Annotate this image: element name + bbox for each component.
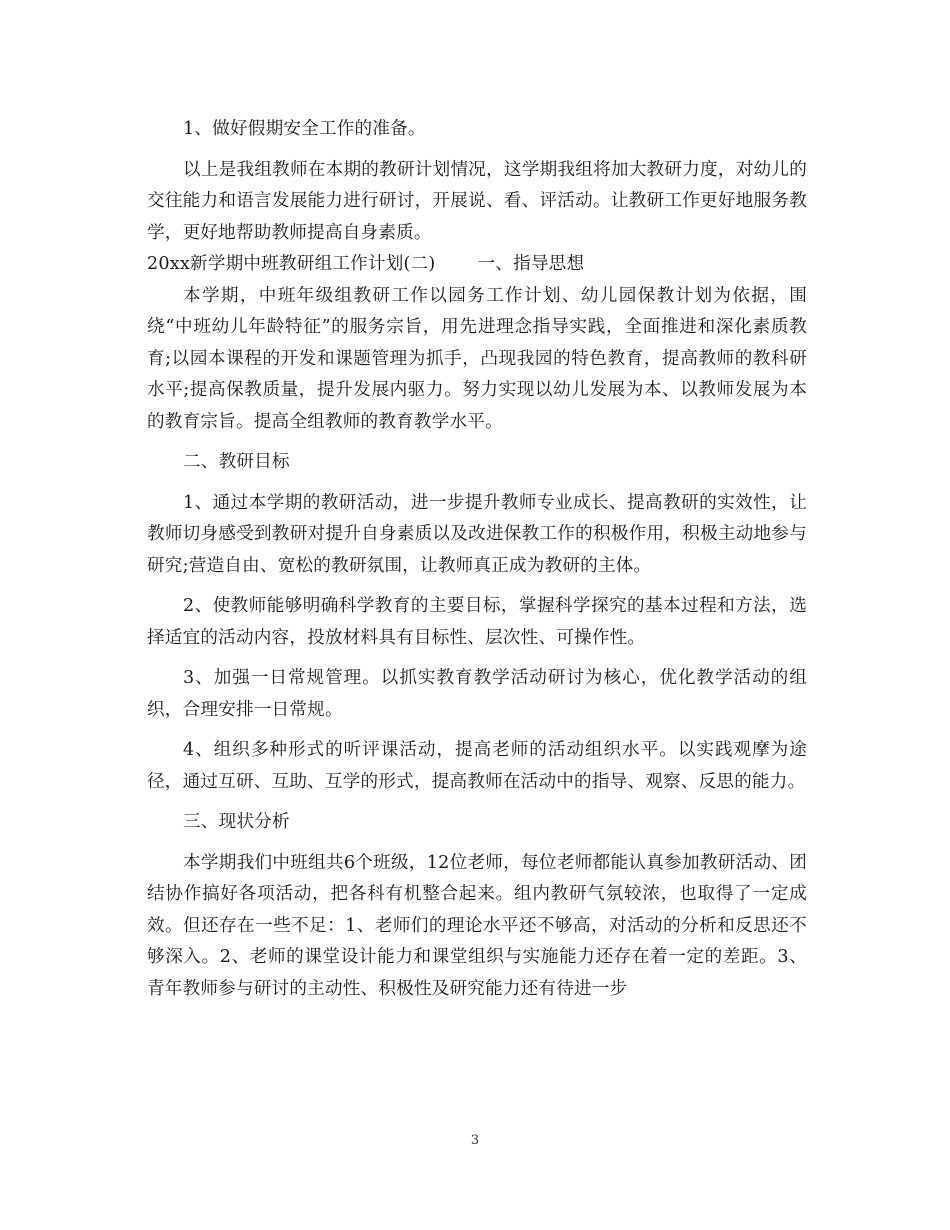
paragraph-goal-1: 1、通过本学期的教研活动，进一步提升教师专业成长、提高教研的实效性，让教师切身感受到教研对提升自身素质以及改进保教工作的积极作用，积极主动地参与研究;营造自由、宽松的教研氛围，让教师真正成为教研的主体。 xyxy=(147,492,807,576)
paragraph-holiday-safety: 1、做好假期安全工作的准备。 xyxy=(183,119,426,139)
heading-guiding-thought: 一、指导思想 xyxy=(477,254,585,274)
plan-title: 20xx新学期中班教研组工作计划(二) xyxy=(147,254,436,274)
paragraph-goal-4: 4、组织多种形式的听评课活动，提高老师的活动组织水平。以实践观摩为途径，通过互研、互助、互学的形式，提高教师在活动中的指导、观察、反思的能力。 xyxy=(147,740,807,792)
paragraph-summary: 以上是我组教师在本期的教研计划情况，这学期我组将加大教研力度，对幼儿的交往能力和语言发展能力进行研讨，开展说、看、评活动。让教研工作更好地服务教学，更好地帮助教师提高自身素质。 xyxy=(147,159,807,243)
heading-status-analysis: 三、现状分析 xyxy=(183,812,290,832)
section-title-line xyxy=(147,249,807,281)
paragraph-goal-2: 2、使教师能够明确科学教育的主要目标，掌握科学探究的基本过程和方法，选择适宜的活动内容，投放材料具有目标性、层次性、可操作性。 xyxy=(147,596,807,648)
document-body xyxy=(147,114,807,1005)
paragraph-guiding-thought: 本学期，中班年级组教研工作以园务工作计划、幼儿园保教计划为依据，围绕“中班幼儿年龄特征”的服务宗旨，用先进理念指导实践，全面推进和深化素质教育;以园本课程的开发和课题管理为抓手，凸现我园的特色教育，提高教师的教科研水平;提高保教质量，提升发展内驱力。努力实现以幼儿发展为本、以教师发展为本的教育宗旨。提高全组教师的教育教学水平。 xyxy=(147,285,807,432)
paragraph-goal-3: 3、加强一日常规管理。以抓实教育教学活动研讨为核心，优化教学活动的组织，合理安排一日常规。 xyxy=(147,668,807,720)
page-number: 3 xyxy=(470,1133,480,1148)
paragraph-status-analysis: 本学期我们中班组共6个班级，12位老师，每位老师都能认真参加教研活动、团结协作搞好各项活动，把各科有机整合起来。组内教研气氛较浓，也取得了一定成效。但还存在一些不足：1、老师们的理论水平还不够高，对活动的分析和反思还不够深入。2、老师的课堂设计能力和课堂组织与实施能力还存在着一定的差距。3、青年教师参与研讨的主动性、积极性及研究能力还有待进一步 xyxy=(147,852,807,999)
heading-research-goals: 二、教研目标 xyxy=(183,452,290,472)
